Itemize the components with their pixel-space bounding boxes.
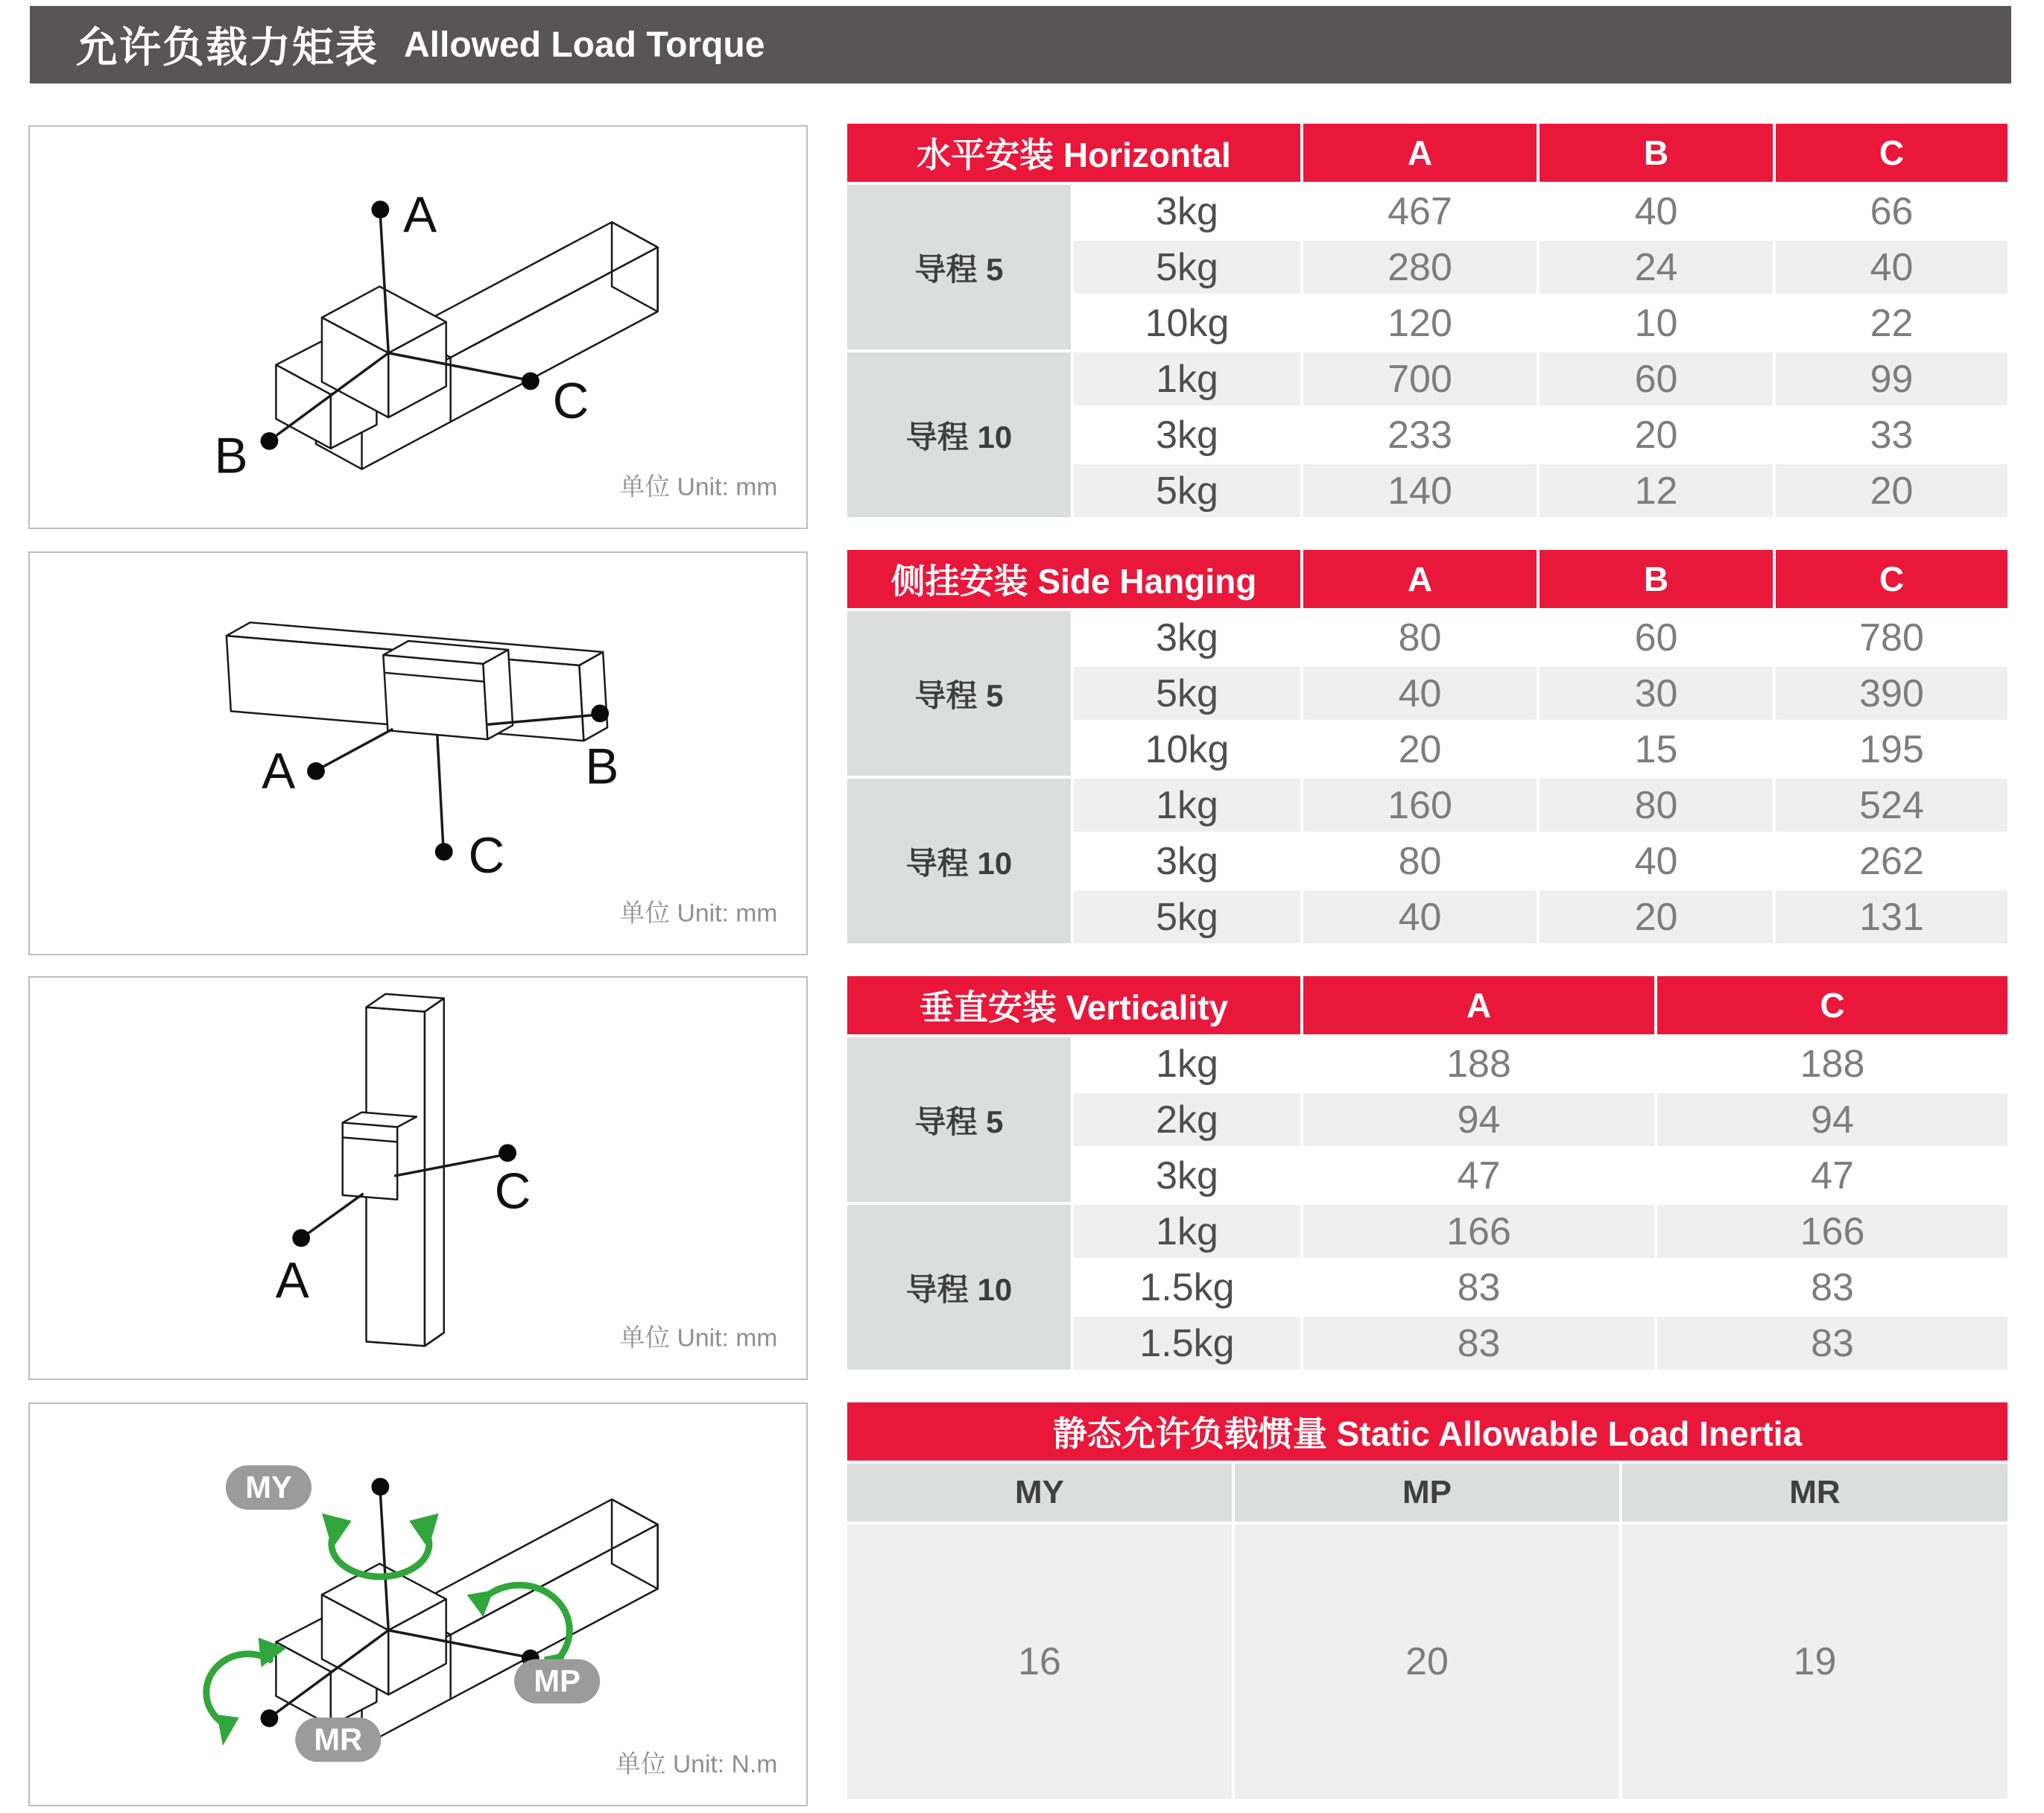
- value-cell: 83: [1303, 1317, 1654, 1370]
- point-c-label: C: [468, 827, 505, 884]
- column-header-c: C: [1657, 976, 2007, 1034]
- value-cell: 80: [1540, 779, 1773, 832]
- load-cell: 1kg: [1074, 779, 1300, 832]
- lead-group-label: 导程 10: [847, 1205, 1071, 1370]
- column-header-b: B: [1540, 550, 1773, 608]
- value-cell: 524: [1776, 779, 2007, 832]
- load-cell: 1kg: [1074, 1037, 1300, 1090]
- value-cell: 40: [1303, 890, 1537, 943]
- value-cell: 20: [1540, 408, 1773, 461]
- value-cell: 20: [1235, 1525, 1619, 1799]
- value-cell: 467: [1303, 185, 1537, 238]
- value-cell: 30: [1540, 667, 1773, 720]
- load-cell: 3kg: [1074, 408, 1300, 461]
- load-cell: 2kg: [1074, 1093, 1300, 1146]
- value-cell: 33: [1776, 408, 2007, 461]
- my-badge-label: MY: [245, 1469, 292, 1505]
- column-header-a: A: [1303, 976, 1654, 1034]
- value-cell: 94: [1657, 1093, 2007, 1146]
- value-cell: 166: [1303, 1205, 1654, 1258]
- value-cell: 22: [1776, 297, 2007, 349]
- point-c-label: C: [494, 1163, 531, 1220]
- table-title: 垂直安装 Verticality: [847, 976, 1300, 1034]
- value-cell: 16: [847, 1525, 1232, 1799]
- lead-group-label: 导程 10: [847, 779, 1071, 943]
- value-cell: 60: [1540, 352, 1773, 405]
- point-a-label: A: [403, 186, 437, 243]
- value-cell: 131: [1776, 890, 2007, 943]
- value-cell: 66: [1776, 185, 2007, 238]
- point-c-dot: [435, 843, 453, 861]
- unit-note: 单位 Unit: mm: [619, 1323, 778, 1352]
- side-hanging-diagram: [28, 551, 808, 955]
- column-header-mr: MR: [1622, 1464, 2007, 1522]
- load-cell: 10kg: [1074, 297, 1300, 349]
- point-a-dot: [292, 1229, 310, 1247]
- value-cell: 47: [1303, 1149, 1654, 1202]
- value-cell: 40: [1776, 241, 2007, 294]
- lead-group-label: 导程 5: [847, 1037, 1071, 1202]
- point-c-dot: [499, 1144, 516, 1162]
- value-cell: 188: [1303, 1037, 1654, 1090]
- value-cell: 10: [1540, 297, 1773, 349]
- load-cell: 1.5kg: [1074, 1261, 1300, 1314]
- point-a-label: A: [262, 743, 296, 800]
- load-cell: 5kg: [1074, 667, 1300, 720]
- load-cell: 3kg: [1074, 185, 1300, 238]
- value-cell: 140: [1303, 464, 1537, 517]
- load-cell: 5kg: [1074, 890, 1300, 943]
- table-title: 静态允许负载惯量 Static Allowable Load Inertia: [847, 1402, 2007, 1461]
- unit-note: 单位 Unit: N.m: [615, 1750, 778, 1779]
- moment-axes-drawing: [30, 1404, 806, 1805]
- column-header-my: MY: [847, 1464, 1232, 1522]
- load-cell: 5kg: [1074, 241, 1300, 294]
- value-cell: 390: [1776, 667, 2007, 720]
- horizontal-mount-diagram: [28, 125, 808, 529]
- mr-rotation-arrow: [206, 1654, 270, 1725]
- load-cell: 1kg: [1074, 1205, 1300, 1258]
- lead-group-label: 导程 10: [847, 352, 1071, 517]
- load-cell: 1kg: [1074, 352, 1300, 405]
- column-header-c: C: [1776, 124, 2007, 182]
- load-cell: 1.5kg: [1074, 1317, 1300, 1370]
- unit-note: 单位 Unit: mm: [619, 472, 778, 501]
- value-cell: 188: [1657, 1037, 2007, 1090]
- value-cell: 83: [1657, 1317, 2007, 1370]
- value-cell: 195: [1776, 723, 2007, 776]
- point-b-dot: [591, 704, 609, 722]
- table-title: 侧挂安装 Side Hanging: [847, 550, 1300, 608]
- value-cell: 80: [1303, 835, 1537, 887]
- point-a-dot: [307, 762, 325, 780]
- value-cell: 20: [1776, 464, 2007, 517]
- point-c-label: C: [552, 373, 589, 430]
- value-cell: 12: [1540, 464, 1773, 517]
- side-hanging-load-table: [847, 550, 2007, 943]
- column-header-a: A: [1303, 124, 1537, 182]
- verticality-load-table: [847, 976, 2007, 1370]
- lead-group-label: 导程 5: [847, 611, 1071, 776]
- lead-group-label: 导程 5: [847, 185, 1071, 349]
- table-title: 水平安装 Horizontal: [847, 124, 1300, 182]
- column-header-b: B: [1540, 124, 1773, 182]
- value-cell: 120: [1303, 297, 1537, 349]
- point-b-label: B: [585, 738, 619, 795]
- value-cell: 24: [1540, 241, 1773, 294]
- value-cell: 160: [1303, 779, 1537, 832]
- value-cell: 262: [1776, 835, 2007, 887]
- point-b-dot: [261, 432, 279, 450]
- point-a-label: A: [275, 1252, 309, 1309]
- moment-axes-diagram: [28, 1402, 808, 1806]
- value-cell: 94: [1303, 1093, 1654, 1146]
- horizontal-mount-drawing: [30, 127, 806, 528]
- value-cell: 99: [1776, 352, 2007, 405]
- vertical-mount-drawing: [30, 978, 806, 1379]
- value-cell: 40: [1303, 667, 1537, 720]
- value-cell: 80: [1303, 611, 1537, 664]
- value-cell: 83: [1657, 1261, 2007, 1314]
- value-cell: 780: [1776, 611, 2007, 664]
- mp-badge-label: MP: [534, 1663, 580, 1699]
- yaw-axis-dot: [371, 1478, 389, 1496]
- load-cell: 10kg: [1074, 723, 1300, 776]
- page-title-english: Allowed Load Torque: [404, 25, 765, 65]
- value-cell: 40: [1540, 185, 1773, 238]
- value-cell: 280: [1303, 241, 1537, 294]
- value-cell: 40: [1540, 835, 1773, 887]
- roll-axis-dot: [261, 1709, 279, 1727]
- unit-note: 单位 Unit: mm: [619, 899, 778, 928]
- point-c-dot: [522, 373, 540, 390]
- value-cell: 19: [1622, 1525, 2007, 1799]
- value-cell: 47: [1657, 1149, 2007, 1202]
- point-a-dot: [371, 200, 389, 218]
- load-cell: 3kg: [1074, 835, 1300, 887]
- page-title-chinese: 允许负载力矩表: [76, 24, 379, 71]
- value-cell: 20: [1303, 723, 1537, 776]
- point-b-label: B: [214, 428, 248, 484]
- column-header-a: A: [1303, 550, 1537, 608]
- value-cell: 60: [1540, 611, 1773, 664]
- side-hanging-drawing: [30, 553, 806, 954]
- column-header-mp: MP: [1235, 1464, 1619, 1522]
- load-cell: 3kg: [1074, 611, 1300, 664]
- value-cell: 20: [1540, 890, 1773, 943]
- value-cell: 15: [1540, 723, 1773, 776]
- vertical-mount-diagram: [28, 976, 808, 1380]
- mr-badge-label: MR: [314, 1721, 363, 1757]
- static-load-inertia-table: [847, 1402, 2007, 1799]
- value-cell: 233: [1303, 408, 1537, 461]
- page-title-bar: [30, 6, 2011, 83]
- value-cell: 166: [1657, 1205, 2007, 1258]
- value-cell: 700: [1303, 352, 1537, 405]
- value-cell: 83: [1303, 1261, 1654, 1314]
- load-cell: 5kg: [1074, 464, 1300, 517]
- load-cell: 3kg: [1074, 1149, 1300, 1202]
- horizontal-load-table: [847, 124, 2007, 517]
- column-header-c: C: [1776, 550, 2007, 608]
